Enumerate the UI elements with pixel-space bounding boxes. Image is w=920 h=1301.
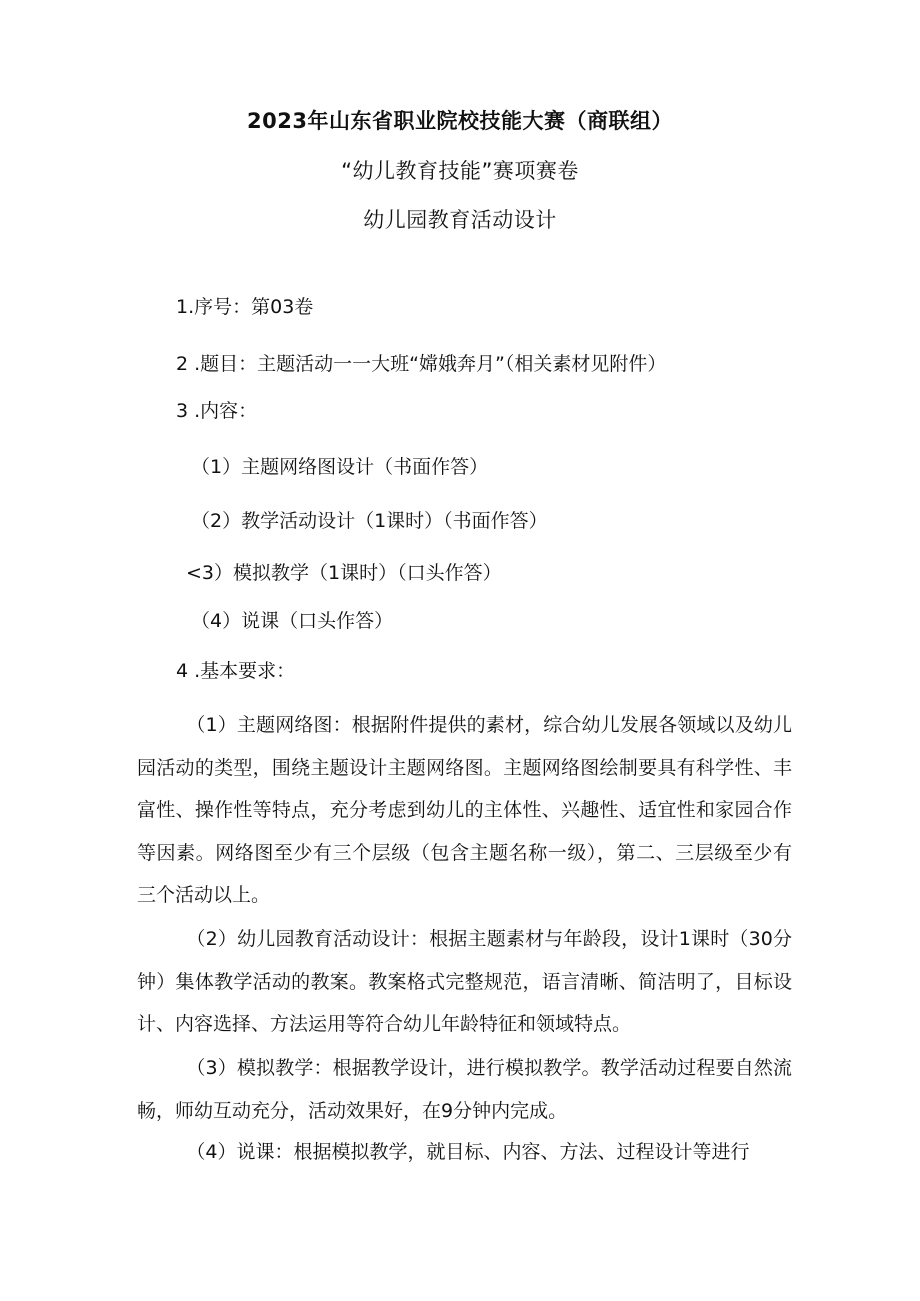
content-item-simulation: <3）模拟教学（1课时）（口头作答） bbox=[186, 562, 502, 584]
exam-subtitle: “幼儿教育技能”赛项赛卷 bbox=[341, 159, 579, 183]
requirement-paragraph-design: （2）幼儿园教育活动设计：根据主题素材与年龄段，设计1课时（30分钟）集体教学活动的教案。教案格式完整规范，语言清晰、简洁明了，目标设计、内容选择、方法运用等符合幼儿年龄特征和领域特点。 bbox=[137, 928, 792, 1035]
content-item-network: （1）主题网络图设计（书面作答） bbox=[191, 456, 489, 478]
module-title: 幼儿园教育活动设计 bbox=[363, 208, 557, 232]
requirement-paragraph-lecture: （4）说课：根据模拟教学，就目标、内容、方法、过程设计等进行 bbox=[186, 1141, 750, 1163]
content-item-teaching-design: （2）教学活动设计（1课时）（书面作答） bbox=[191, 510, 548, 532]
requirement-paragraph-network: （1）主题网络图：根据附件提供的素材，综合幼儿发展各领域以及幼儿园活动的类型，围绕主题设计主题网络图。主题网络图绘制要具有科学性、丰富性、操作性等特点，充分考虑到幼儿的主体性、兴趣性、适宜性和家园合作等因素。网络图至少有三个层级（包含主题名称一级），第二、三层级至少有三个活动以上。 bbox=[137, 714, 792, 906]
topic-line: 2 .题目：主题活动一一大班“嫦娥奔月”（相关素材见附件） bbox=[176, 353, 667, 375]
content-item-lecture: （4）说课（口头作答） bbox=[191, 610, 394, 632]
serial-number: 1.序号：第03卷 bbox=[176, 296, 314, 318]
content-heading: 3 .内容： bbox=[176, 400, 258, 422]
requirements-heading: 4 .基本要求： bbox=[176, 660, 296, 682]
requirement-paragraph-simulation: （3）模拟教学：根据教学设计，进行模拟教学。教学活动过程要自然流畅，师幼互动充分，活动效果好，在9分钟内完成。 bbox=[137, 1057, 792, 1122]
document-title: 2023年山东省职业院校技能大赛（商联组） bbox=[247, 109, 673, 133]
